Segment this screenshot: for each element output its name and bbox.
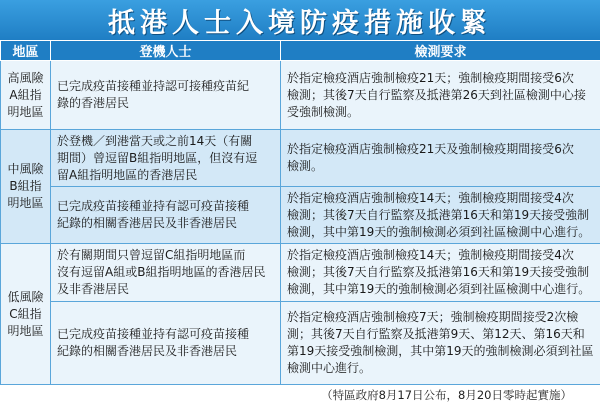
header-region: 地區 [1, 41, 51, 61]
table-row-group-b-2 [1, 187, 600, 244]
testing-line: 檢測中心進行。 [287, 361, 372, 375]
testing-cell [281, 130, 600, 187]
region-line: 明地區 [7, 104, 44, 119]
traveller-cell [51, 302, 281, 385]
traveller-line: 已完成疫苗接種並持認可接種疫苗紀 [57, 79, 250, 93]
testing-line: 檢測；其後7天自行監察及抵港第26天到社區檢測中心接 [287, 87, 586, 102]
table-row-group-c-1 [1, 244, 600, 302]
traveller-cell [51, 61, 281, 130]
title-bar [0, 0, 600, 40]
traveller-line: 已完成疫苗接種並持有認可疫苗接種 [57, 199, 250, 213]
region-line: 明地區 [7, 196, 44, 210]
testing-line: 於指定檢疫酒店強制檢疫14天；強制檢疫期間接受4次 [287, 248, 574, 262]
testing-line: 檢測；其後7天自行監察及抵港第16天和第19天接受強制 [287, 207, 590, 222]
testing-line: 於指定檢疫酒店強制檢疫14天；強制檢疫期間接受4次 [287, 190, 574, 205]
region-line: A組指 [9, 87, 42, 102]
traveller-line: 於登機／到港當天或之前14天（有關 [57, 133, 253, 148]
testing-cell [281, 61, 600, 130]
measures-table [0, 40, 600, 385]
traveller-line: 已完成疫苗接種並持有認可疫苗接種 [57, 327, 250, 341]
testing-line: 測；其後7天自行監察及抵港第9天、第12天、第16天和 [287, 327, 585, 341]
traveller-line: 留A組指明地區的香港居民 [57, 167, 198, 182]
region-line: C組指 [9, 306, 42, 321]
traveller-line: 紀錄的相關香港居民及非香港居民 [57, 216, 238, 230]
traveller-line: 沒有逗留A組或B組指明地區的香港居民 [57, 265, 266, 279]
source-note-text: （特區政府8月17日公布，8月20日零時起實施） [321, 387, 572, 402]
traveller-line: 期間）曾逗留B組指明地區，但沒有逗 [57, 150, 258, 165]
testing-line: 於指定檢疫酒店強制檢疫21天及強制檢疫期間接受6次 [287, 142, 574, 156]
region-cell-b [1, 130, 51, 244]
region-line: 高風險 [7, 70, 44, 85]
traveller-line: 錄的香港居民 [57, 96, 130, 110]
testing-line: 檢測，其中第19天的強制檢測必須到社區檢測中心進行。 [287, 224, 591, 239]
testing-line: 於指定檢疫酒店強制檢疫7天；強制檢疫期間接受2次檢 [287, 310, 579, 324]
testing-line: 第19天接受強制檢測，其中第19天的強制檢測必須到社區 [287, 344, 594, 358]
traveller-cell [51, 130, 281, 187]
testing-line: 檢測，其中第19天的強制檢測必須到社區檢測中心進行。 [287, 282, 591, 296]
header-travellers: 登機人士 [51, 41, 281, 61]
testing-cell [281, 302, 600, 385]
source-note [0, 384, 600, 405]
page-title: 抵港人士入境防疫措施收緊 [108, 7, 492, 39]
region-cell-c [1, 244, 51, 385]
traveller-line: 紀錄的相關香港居民及非香港居民 [57, 344, 238, 358]
testing-line: 檢測；其後7天自行監察及抵港第16天和第19天接受強制 [287, 265, 590, 279]
region-cell-a [1, 61, 51, 130]
traveller-cell [51, 187, 281, 244]
traveller-line: 於有關期間只曾逗留C組指明地區而 [57, 248, 246, 262]
traveller-cell [51, 244, 281, 302]
testing-line: 受強制檢測。 [287, 104, 360, 119]
testing-cell [281, 244, 600, 302]
traveller-line: 及非香港居民 [57, 282, 130, 296]
region-line: 低風險 [7, 289, 44, 304]
region-line: 明地區 [7, 323, 44, 338]
table-header-row [1, 41, 600, 61]
table-row-group-c-2 [1, 302, 600, 385]
testing-line: 於指定檢疫酒店強制檢疫21天；強制檢疫期間接受6次 [287, 70, 574, 85]
region-line: 中風險 [7, 162, 44, 176]
testing-line: 檢測。 [287, 159, 324, 173]
table-row-group-a [1, 61, 600, 130]
table-row-group-b-1 [1, 130, 600, 187]
header-testing: 檢測要求 [281, 41, 600, 61]
testing-cell [281, 187, 600, 244]
region-line: B組指 [9, 179, 42, 193]
